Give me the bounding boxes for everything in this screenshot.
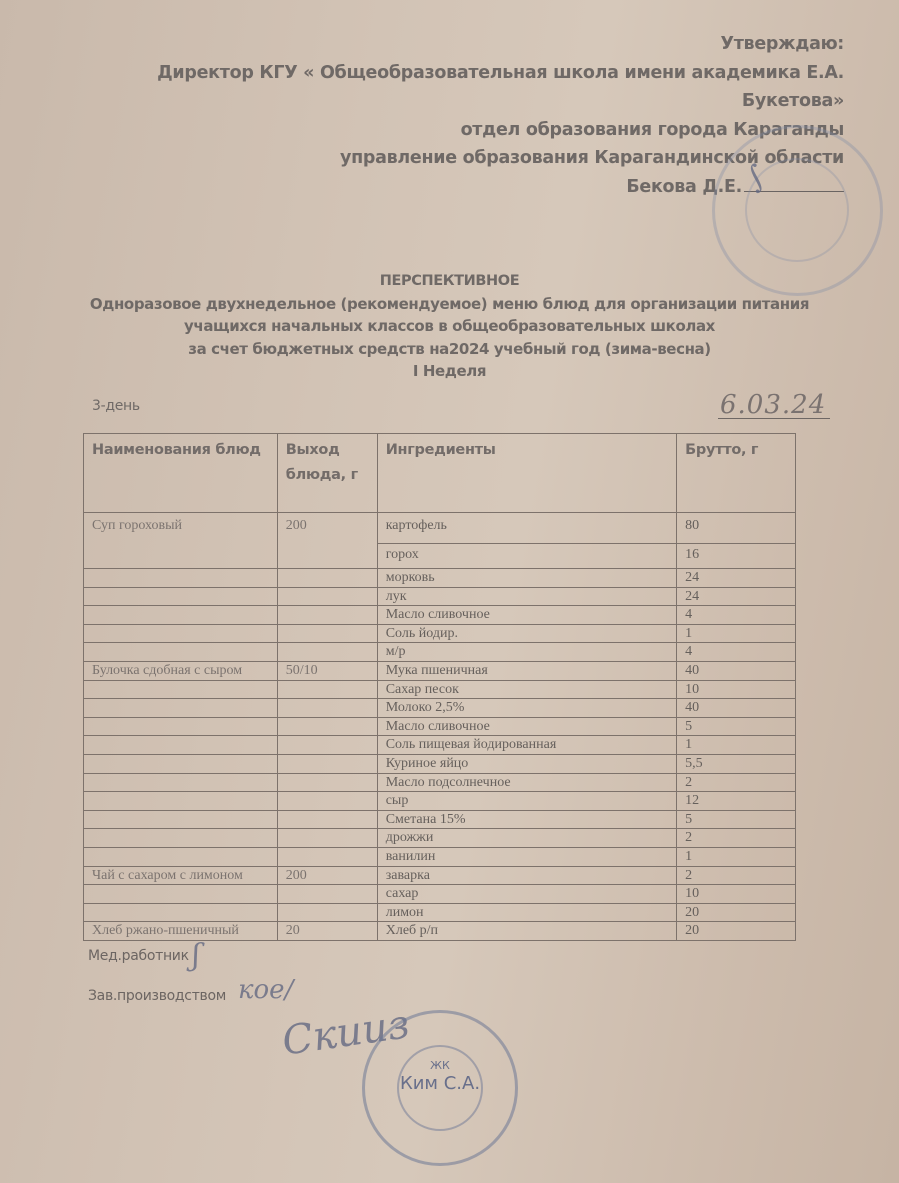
ingredient-cell: Масло сливочное [377, 606, 676, 625]
yield-cell [277, 699, 377, 718]
ingredient-cell: Сахар песок [377, 680, 676, 699]
yield-cell [277, 829, 377, 848]
yield-cell [277, 903, 377, 922]
ingredient-cell: ванилин [377, 847, 676, 866]
dish-name-cell [84, 736, 278, 755]
dish-name-cell: Чай с сахаром с лимоном [84, 866, 278, 885]
yield-cell [277, 717, 377, 736]
yield-cell [277, 680, 377, 699]
menu-table-body [84, 513, 796, 941]
ingredient-cell: Соль йодир. [377, 624, 676, 643]
yield-cell [277, 736, 377, 755]
table-row [84, 717, 796, 736]
table-row [84, 643, 796, 662]
approval-administration: управление образования Карагандинской области [340, 148, 844, 168]
dish-name-cell [84, 624, 278, 643]
dish-name-cell [84, 699, 278, 718]
gross-weight-cell: 12 [677, 792, 796, 811]
gross-weight-cell: 2 [677, 773, 796, 792]
table-row [84, 847, 796, 866]
dish-name-cell: Хлеб ржано-пшеничный [84, 922, 278, 941]
title-heading: ПЕРСПЕКТИВНОЕ [379, 273, 520, 289]
ingredient-cell: Хлеб р/п [377, 922, 676, 941]
yield-cell [277, 606, 377, 625]
table-row [84, 699, 796, 718]
title-line-3: за счет бюджетных средств на2024 учебный год (зима-весна) [188, 339, 711, 358]
gross-weight-cell: 24 [677, 569, 796, 588]
dish-name-cell [84, 680, 278, 699]
table-row [84, 810, 796, 829]
gross-weight-cell: 10 [677, 885, 796, 904]
signatory-name: Бекова Д.Е. [626, 176, 742, 197]
header-dish-name: Наименования блюд [84, 434, 278, 513]
dish-name-cell [84, 885, 278, 904]
yield-cell [277, 624, 377, 643]
table-row [84, 903, 796, 922]
gross-weight-cell: 4 [677, 643, 796, 662]
ingredient-cell: Сметана 15% [377, 810, 676, 829]
ingredient-cell: заварка [377, 866, 676, 885]
gross-weight-cell: 5 [677, 717, 796, 736]
table-row [84, 606, 796, 625]
day-label: 3-день [92, 398, 140, 414]
gross-weight-cell: 5 [677, 810, 796, 829]
ingredient-cell: горох [377, 544, 676, 569]
dish-name-cell [84, 717, 278, 736]
ingredient-cell: м/р [377, 643, 676, 662]
title-line-2: учащихся начальных классов в общеобразовательных школах [184, 317, 715, 335]
dish-name-cell [84, 643, 278, 662]
yield-cell [277, 754, 377, 773]
approval-title: Утверждаю: [720, 34, 844, 54]
dish-name-cell [84, 792, 278, 811]
handwritten-date: 6.03.24 [718, 392, 830, 419]
yield-cell [277, 810, 377, 829]
owner-signature: Скииз [279, 1001, 413, 1065]
dish-name-cell [84, 606, 278, 625]
gross-weight-cell: 40 [677, 661, 796, 680]
yield-cell: 200 [277, 513, 377, 569]
yield-cell: 20 [277, 922, 377, 941]
approval-department: отдел образования города Караганды [460, 119, 844, 140]
dish-name-cell [84, 810, 278, 829]
gross-weight-cell: 2 [677, 829, 796, 848]
yield-cell [277, 847, 377, 866]
ingredient-cell: лимон [377, 903, 676, 922]
production-head-signature: кое/ [238, 975, 294, 1005]
director-signature: ∫ [740, 158, 772, 197]
med-worker-label: Мед.работник [88, 948, 189, 964]
header-yield: Выход блюда, г [277, 434, 377, 513]
document-title [0, 270, 899, 383]
gross-weight-cell: 40 [677, 699, 796, 718]
ingredient-cell: сыр [377, 792, 676, 811]
dish-name-cell [84, 754, 278, 773]
table-row [84, 661, 796, 680]
table-row [84, 773, 796, 792]
gross-weight-cell: 4 [677, 606, 796, 625]
dish-name-cell [84, 587, 278, 606]
table-row [84, 569, 796, 588]
med-worker-signature: ʃ [192, 938, 201, 973]
production-head-label: Зав.производством [88, 988, 227, 1004]
official-seal-bottom [362, 1010, 518, 1166]
menu-table [83, 433, 796, 941]
table-row [84, 885, 796, 904]
ingredient-cell: сахар [377, 885, 676, 904]
yield-cell [277, 773, 377, 792]
ingredient-cell: Мука пшеничная [377, 661, 676, 680]
ingredient-cell: дрожжи [377, 829, 676, 848]
table-row [84, 754, 796, 773]
ingredient-cell: лук [377, 587, 676, 606]
dish-name-cell [84, 569, 278, 588]
yield-cell: 200 [277, 866, 377, 885]
table-row [84, 587, 796, 606]
header-ingredients: Ингредиенты [377, 434, 676, 513]
approval-school-name: Букетова» [741, 91, 844, 111]
gross-weight-cell: 10 [677, 680, 796, 699]
gross-weight-cell: 20 [677, 922, 796, 941]
table-row [84, 866, 796, 885]
gross-weight-cell: 2 [677, 866, 796, 885]
dish-name-cell [84, 829, 278, 848]
gross-weight-cell: 16 [677, 544, 796, 569]
yield-cell: 50/10 [277, 661, 377, 680]
yield-cell [277, 643, 377, 662]
ingredient-cell: морковь [377, 569, 676, 588]
dish-name-cell: Суп гороховый [84, 513, 278, 569]
table-row [84, 922, 796, 941]
gross-weight-cell: 1 [677, 847, 796, 866]
table-row [84, 624, 796, 643]
gross-weight-cell: 1 [677, 624, 796, 643]
table-row [84, 829, 796, 848]
dish-name-cell [84, 773, 278, 792]
table-row [84, 680, 796, 699]
yield-cell [277, 569, 377, 588]
table-row [84, 736, 796, 755]
ingredient-cell: Молоко 2,5% [377, 699, 676, 718]
dish-name-cell: Булочка сдобная с сыром [84, 661, 278, 680]
yield-cell [277, 885, 377, 904]
title-line-1: Одноразовое двухнедельное (рекомендуемое) меню блюд для организации питания [89, 294, 810, 313]
dish-name-cell [84, 847, 278, 866]
seal-label: ЖК [430, 1059, 450, 1072]
table-row [84, 792, 796, 811]
yield-cell [277, 792, 377, 811]
approval-director: Директор КГУ « Общеобразовательная школа имени академика Е.А. [157, 62, 844, 83]
gross-weight-cell: 20 [677, 903, 796, 922]
title-week: I Неделя [412, 362, 487, 380]
table-row [84, 513, 796, 544]
yield-cell [277, 587, 377, 606]
header-gross: Брутто, г [677, 434, 796, 513]
ingredient-cell: картофель [377, 513, 676, 544]
gross-weight-cell: 80 [677, 513, 796, 544]
gross-weight-cell: 5,5 [677, 754, 796, 773]
gross-weight-cell: 1 [677, 736, 796, 755]
ingredient-cell: Куриное яйцо [377, 754, 676, 773]
ingredient-cell: Соль пищевая йодированная [377, 736, 676, 755]
ingredient-cell: Масло подсолнечное [377, 773, 676, 792]
ingredient-cell: Масло сливочное [377, 717, 676, 736]
table-header-row [84, 434, 796, 513]
dish-name-cell [84, 903, 278, 922]
gross-weight-cell: 24 [677, 587, 796, 606]
seal-name: Ким С.А. [399, 1073, 481, 1094]
